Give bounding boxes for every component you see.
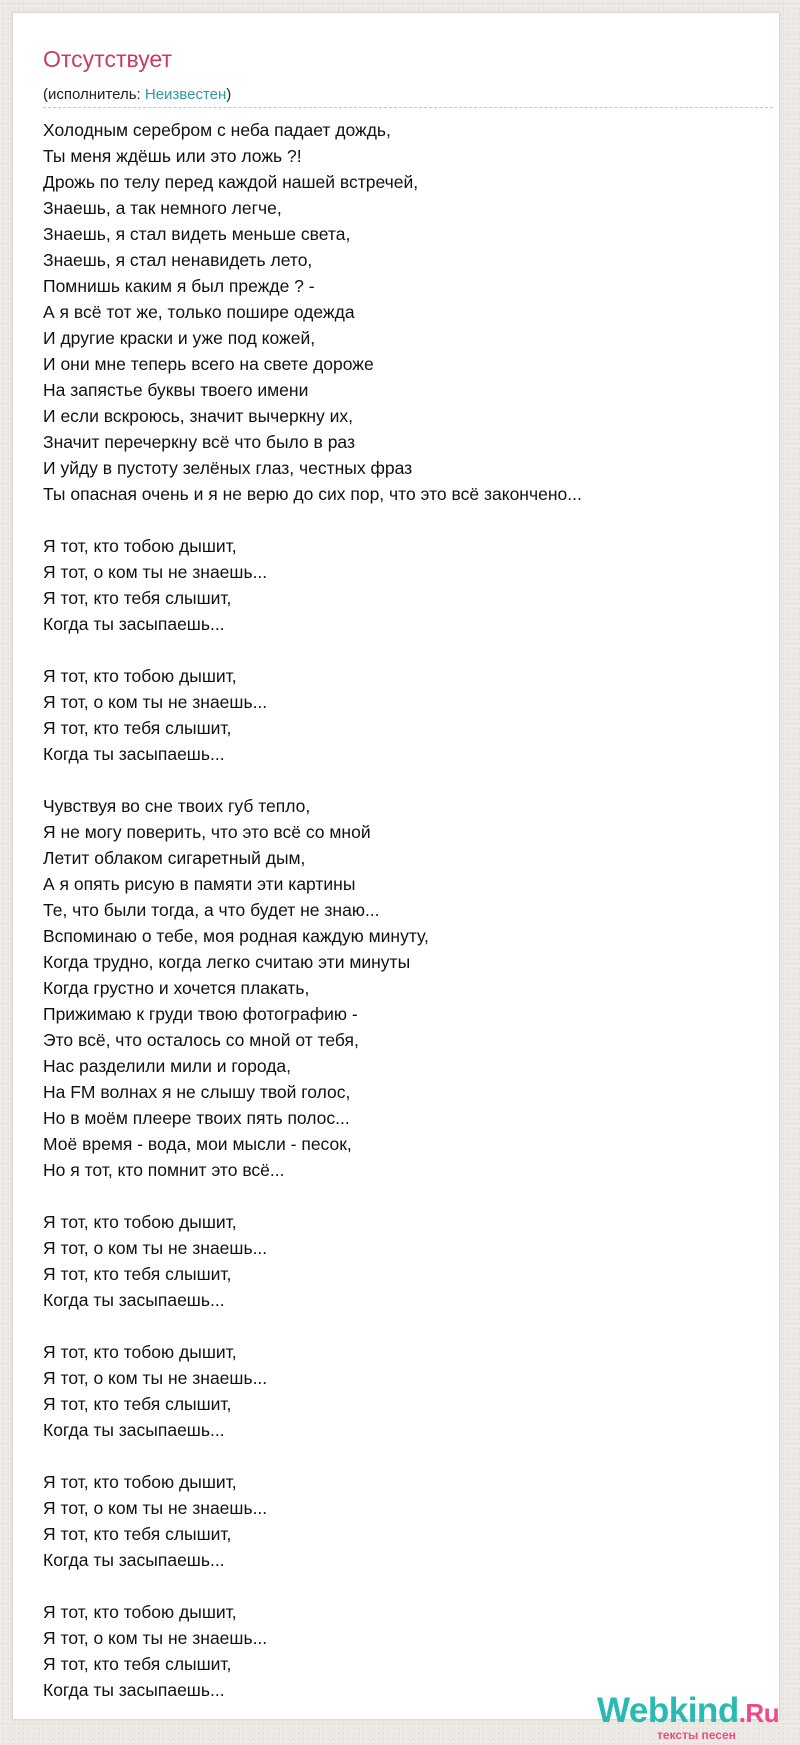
lyric-line: Вспоминаю о тебе, моя родная каждую минуту, xyxy=(43,926,429,946)
lyric-line: Я тот, кто тебя слышит, xyxy=(43,718,232,738)
lyric-line: Ты опасная очень и я не верю до сих пор, что это всё закончено... xyxy=(43,484,582,504)
stanza-gap xyxy=(43,767,763,793)
lyric-line: Я тот, кто тебя слышит, xyxy=(43,588,232,608)
lyric-line: И другие краски и уже под кожей, xyxy=(43,328,316,348)
lyric-line: Но в моём плеере твоих пять полос... xyxy=(43,1108,350,1128)
lyric-line: А я опять рисую в памяти эти картины xyxy=(43,874,356,894)
lyric-line: Летит облаком сигаретный дым, xyxy=(43,848,306,868)
song-title: Отсутствует xyxy=(43,46,172,72)
lyric-line: Я тот, о ком ты не знаешь... xyxy=(43,562,268,582)
lyric-line: Я тот, кто тобою дышит, xyxy=(43,1602,237,1622)
lyric-line: Я тот, кто тобою дышит, xyxy=(43,536,237,556)
lyric-line: Я тот, кто тебя слышит, xyxy=(43,1654,232,1674)
stanza-gap xyxy=(43,637,763,663)
divider xyxy=(43,107,773,108)
lyric-line: Помнишь каким я был прежде ? - xyxy=(43,276,315,296)
lyric-line: Я тот, кто тобою дышит, xyxy=(43,666,237,686)
stanza-gap xyxy=(43,1183,763,1209)
lyrics-card xyxy=(12,12,780,1742)
logo-brand: Webkind xyxy=(597,1691,739,1730)
lyrics-text xyxy=(43,117,763,1703)
lyric-line: На FM волнах я не слышу твой голос, xyxy=(43,1082,351,1102)
lyric-line: Когда трудно, когда легко считаю эти минуты xyxy=(43,952,411,972)
artist-link[interactable]: Неизвестен xyxy=(144,86,227,103)
stanza-gap xyxy=(43,507,763,533)
lyric-line: Прижимаю к груди твою фотографию - xyxy=(43,1004,358,1024)
lyric-line: Холодным серебром с неба падает дождь, xyxy=(43,120,391,140)
lyric-line: Чувствуя во сне твоих губ тепло, xyxy=(43,796,311,816)
lyric-line: А я всё тот же, только пошире одежда xyxy=(43,302,355,322)
lyric-line: Когда ты засыпаешь... xyxy=(43,614,225,634)
lyric-line: И уйду в пустоту зелёных глаз, честных фраз xyxy=(43,458,413,478)
lyric-line: Я тот, кто тобою дышит, xyxy=(43,1212,237,1232)
lyric-line: Значит перечеркну всё что было в раз xyxy=(43,432,355,452)
artist-suffix: ) xyxy=(226,86,232,103)
lyric-line: Когда ты засыпаешь... xyxy=(43,1550,225,1570)
lyric-line: Я тот, о ком ты не знаешь... xyxy=(43,692,268,712)
lyric-line: Я тот, кто тобою дышит, xyxy=(43,1472,237,1492)
lyric-line: На запястье буквы твоего имени xyxy=(43,380,309,400)
lyric-line: Знаешь, а так немного легче, xyxy=(43,198,282,218)
site-logo[interactable] xyxy=(597,1689,787,1745)
lyric-line: Это всё, что осталось со мной от тебя, xyxy=(43,1030,359,1050)
logo-tagline: тексты песен xyxy=(657,1728,736,1742)
lyric-line: Я тот, кто тебя слышит, xyxy=(43,1394,232,1414)
lyric-line: Когда ты засыпаешь... xyxy=(43,1290,225,1310)
lyric-line: Когда ты засыпаешь... xyxy=(43,744,225,764)
lyric-line: Я тот, кто тобою дышит, xyxy=(43,1342,237,1362)
lyric-line: И они мне теперь всего на свете дороже xyxy=(43,354,374,374)
stanza-gap xyxy=(43,1573,763,1599)
lyric-line: Нас разделили мили и города, xyxy=(43,1056,291,1076)
lyric-line: Я тот, о ком ты не знаешь... xyxy=(43,1238,268,1258)
stanza-gap xyxy=(43,1443,763,1469)
lyric-line: Дрожь по телу перед каждой нашей встречей, xyxy=(43,172,419,192)
lyric-line: Когда ты засыпаешь... xyxy=(43,1680,225,1700)
lyric-line: Я не могу поверить, что это всё со мной xyxy=(43,822,371,842)
lyric-line: Моё время - вода, мои мысли - песок, xyxy=(43,1134,352,1154)
lyric-line: Я тот, о ком ты не знаешь... xyxy=(43,1368,268,1388)
lyric-line: Когда ты засыпаешь... xyxy=(43,1420,225,1440)
lyric-line: Я тот, кто тебя слышит, xyxy=(43,1524,232,1544)
stanza-gap xyxy=(43,1313,763,1339)
lyric-line: Я тот, о ком ты не знаешь... xyxy=(43,1628,268,1648)
lyric-line: Те, что были тогда, а что будет не знаю... xyxy=(43,900,380,920)
lyric-line: Но я тот, кто помнит это всё... xyxy=(43,1160,285,1180)
artist-prefix: (исполнитель: xyxy=(43,86,145,103)
lyric-line: И если вскроюсь, значит вычеркну их, xyxy=(43,406,354,426)
logo-tld: .Ru xyxy=(738,1698,780,1728)
lyric-line: Я тот, о ком ты не знаешь... xyxy=(43,1498,268,1518)
artist-line xyxy=(43,85,231,105)
lyric-line: Ты меня ждёшь или это ложь ?! xyxy=(43,146,302,166)
lyric-line: Я тот, кто тебя слышит, xyxy=(43,1264,232,1284)
lyric-line: Знаешь, я стал видеть меньше света, xyxy=(43,224,351,244)
lyric-line: Знаешь, я стал ненавидеть лето, xyxy=(43,250,313,270)
lyric-line: Когда грустно и хочется плакать, xyxy=(43,978,310,998)
